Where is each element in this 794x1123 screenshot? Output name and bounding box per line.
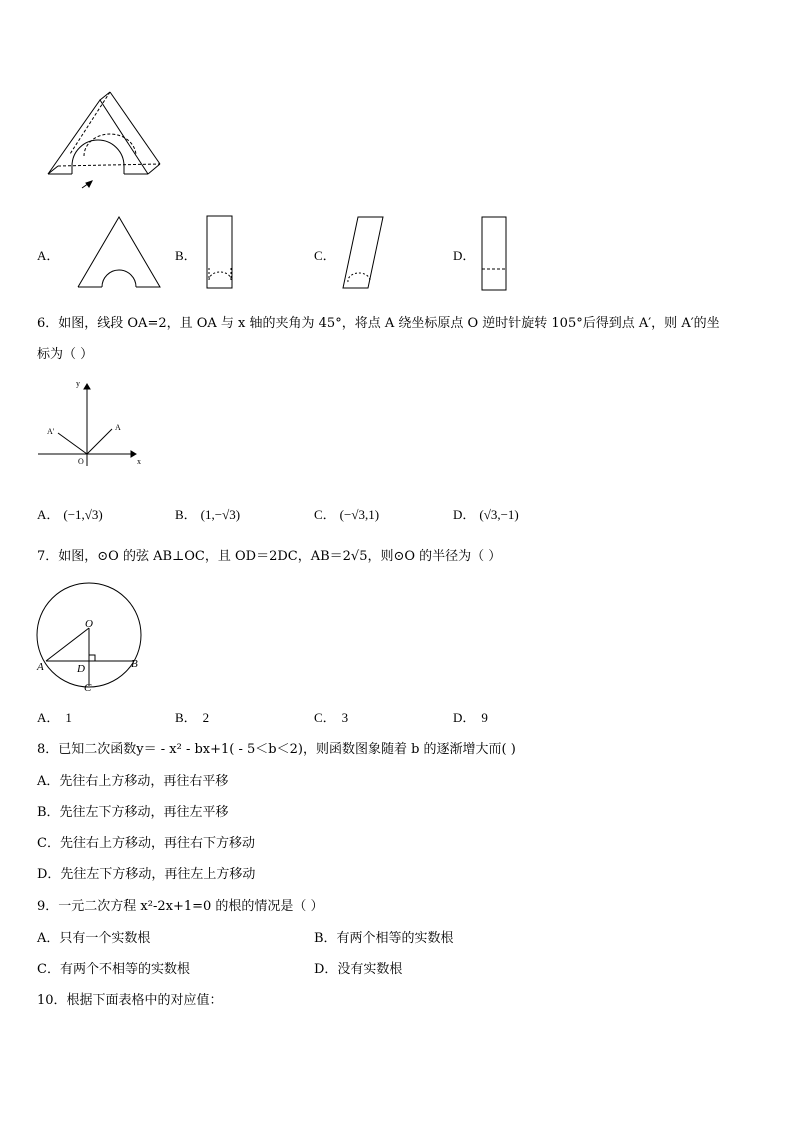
q7-option-c-letter: C．: [314, 710, 336, 725]
q5-option-b-label: B．: [175, 248, 197, 263]
q7-circle-figure: [34, 578, 146, 696]
q7-option-a: [37, 707, 72, 726]
q6-option-d-letter: D．: [453, 507, 476, 522]
q9-option-b: B．有两个相等的实数根: [314, 931, 454, 946]
q7-point-d-label: D: [77, 663, 85, 675]
q8-option-c: C．先往右上方移动，再往右下方移动: [37, 836, 255, 851]
q6-origin-label: O: [78, 457, 84, 466]
q6-option-d: [453, 504, 519, 523]
q7-option-d: [453, 707, 488, 726]
q8-option-b: B．先往左下方移动，再往左平移: [37, 805, 229, 820]
q6-option-b: [175, 504, 240, 523]
q7-point-o-label: O: [85, 618, 93, 630]
q5-option-b-figure: [205, 214, 237, 292]
q7-point-a-label: A: [37, 661, 44, 673]
q9-option-c: C．有两个不相等的实数根: [37, 962, 190, 977]
q8-option-a: A．先往右上方移动，再往右平移: [37, 774, 229, 789]
q5-option-d-label: D．: [453, 248, 476, 263]
q7-option-c-value: 3: [341, 710, 349, 725]
q7-option-b: [175, 707, 209, 726]
q9-option-d: D．没有实数根: [314, 962, 403, 977]
q5-option-a-figure: [76, 214, 162, 290]
q5-option-c-label: C．: [314, 248, 336, 263]
q6-coordinate-figure: [36, 376, 144, 468]
q9-option-a: A．只有一个实数根: [37, 931, 151, 946]
q6-option-a: [37, 504, 103, 523]
q9-stem: 9．一元二次方程 x²-2x+1=0 的根的情况是（ ）: [37, 899, 324, 914]
q7-option-b-letter: B．: [175, 710, 197, 725]
q5-option-a-label: A．: [37, 248, 60, 263]
q5-option-c-figure: [340, 214, 388, 292]
q5-solid-figure: [40, 88, 170, 193]
q7-option-a-value: 1: [65, 710, 72, 725]
q6-stem-line1: 6．如图，线段 OA=2，且 OA 与 x 轴的夹角为 45°，将点 A 绕坐标原点 O 逆时针旋转 105°后得到点 A′，则 A′的坐: [37, 316, 720, 331]
q6-option-a-value: (−1,√3): [63, 507, 103, 522]
q10-stem: 10．根据下面表格中的对应值：: [37, 993, 223, 1008]
q6-option-d-value: (√3,−1): [479, 507, 519, 522]
q6-y-axis-label: y: [76, 379, 80, 388]
q6-x-axis-label: x: [137, 457, 141, 466]
q6-option-a-letter: A．: [37, 507, 60, 522]
q6-option-b-letter: B．: [175, 507, 197, 522]
q7-stem: 7．如图，⊙O 的弦 AB⊥OC，且 OD＝2DC，AB＝2√5，则⊙O 的半径为（ ）: [37, 549, 502, 564]
q5-option-d-figure: [480, 214, 510, 294]
q7-option-b-value: 2: [202, 710, 210, 725]
q7-option-c: [314, 707, 348, 726]
q7-point-b-label: B: [131, 658, 138, 670]
q6-point-a-prime-label: A': [47, 427, 55, 436]
q7-option-d-letter: D．: [453, 710, 476, 725]
q7-option-a-letter: A．: [37, 710, 60, 725]
q8-option-d: D．先往左下方移动，再往左上方移动: [37, 867, 256, 882]
q7-point-c-label: C: [84, 682, 92, 694]
q6-option-b-value: (1,−√3): [200, 507, 241, 522]
q6-point-a-label: A: [115, 423, 121, 432]
q8-stem: 8．已知二次函数y＝ - x² - bx+1( - 5＜b＜2)，则函数图象随着 b 的逐渐增大而( ): [37, 742, 516, 757]
q7-option-d-value: 9: [481, 710, 488, 725]
q6-option-c-value: (−√3,1): [339, 507, 380, 522]
q6-stem-line2: 标为（ ）: [37, 347, 94, 362]
q6-option-c: [314, 504, 379, 523]
q6-option-c-letter: C．: [314, 507, 336, 522]
